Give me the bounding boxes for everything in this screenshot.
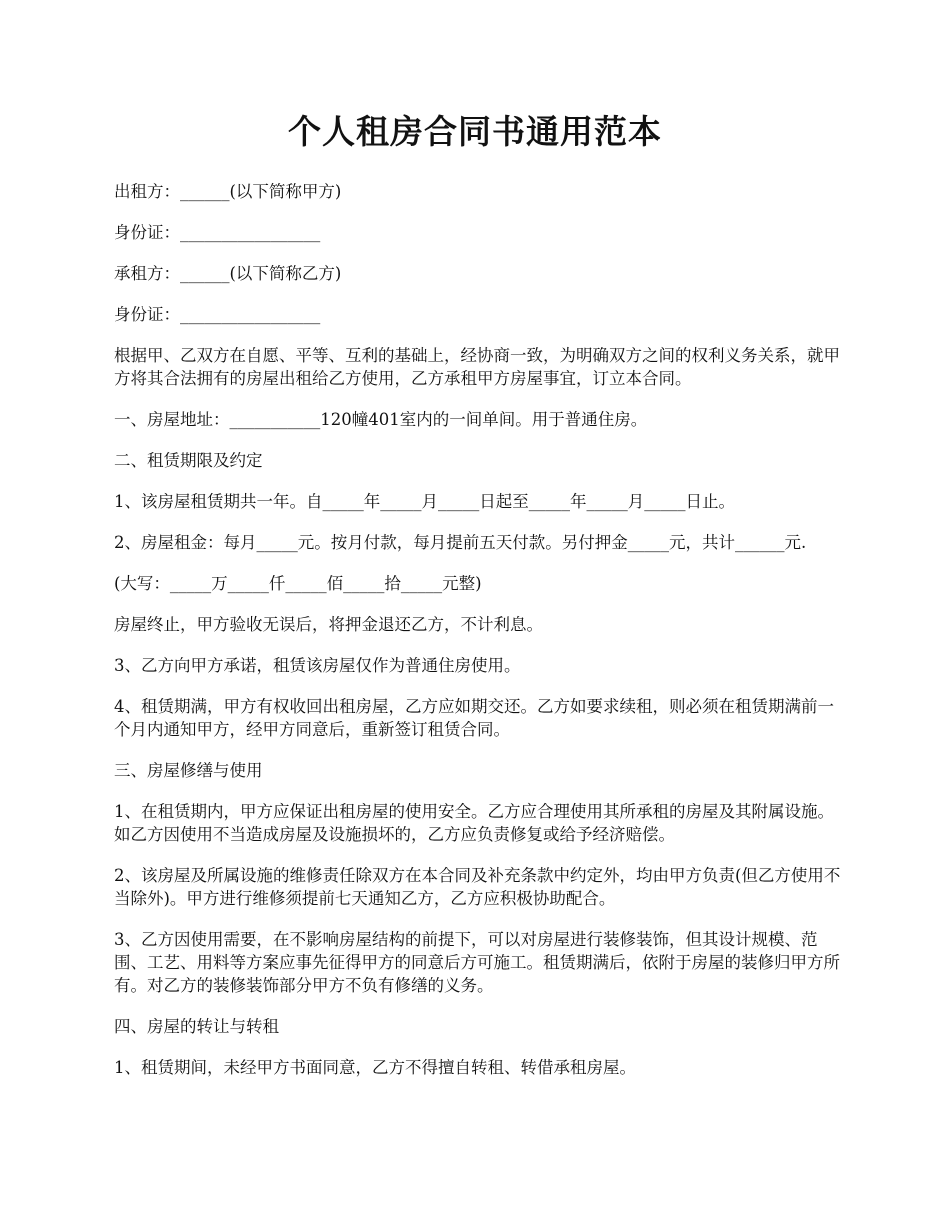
document-title: 个人租房合同书通用范本 xyxy=(288,112,662,151)
clause-2-4: 4、租赁期满，甲方有权收回出租房屋，乙方应如期交还。乙方如要求续租，则必须在租赁期满前一个月内通知甲方，经甲方同意后，重新签订租赁合同。 xyxy=(114,697,834,739)
clause-2-2-deposit: 房屋终止，甲方验收无误后，将押金退还乙方，不计利息。 xyxy=(114,615,543,634)
clause-2-1: 1、该房屋租赁期共一年。自_____年_____月_____日起至_____年_____月_____日止。 xyxy=(114,492,735,511)
document-body xyxy=(114,180,842,1097)
clause-4-1: 1、租赁期间，未经甲方书面同意，乙方不得擅自转租、转借承租房屋。 xyxy=(114,1058,636,1077)
section-2-heading: 二、租赁期限及约定 xyxy=(114,451,263,470)
preamble-paragraph: 根据甲、乙双方在自愿、平等、互利的基础上，经协商一致，为明确双方之间的权利义务关系，就甲方将其合法拥有的房屋出租给乙方使用，乙方承租甲方房屋事宜，订立本合同。 xyxy=(114,346,840,388)
clause-3-2: 2、该房屋及所属设施的维修责任除双方在本合同及补充条款中约定外，均由甲方负责(但乙方使用不当除外)。甲方进行维修须提前七天通知乙方，乙方应积极协助配合。 xyxy=(114,866,841,908)
clause-3-3: 3、乙方因使用需要，在不影响房屋结构的前提下，可以对房屋进行装修装饰，但其设计规模、范围、工艺、用料等方案应事先征得甲方的同意后方可施工。租赁期满后，依附于房屋的装修归甲方所有。对乙方的装修装饰部分甲方不负有修缮的义务。 xyxy=(114,930,840,995)
lessor-id-line: 身份证：_________________ xyxy=(114,223,321,242)
lessee-id-line: 身份证：_________________ xyxy=(114,305,321,324)
clause-2-2-amount: (大写：_____万_____仟_____佰_____拾_____元整) xyxy=(114,574,482,593)
clause-2-3: 3、乙方向甲方承诺，租赁该房屋仅作为普通住房使用。 xyxy=(114,656,521,675)
clause-3-1: 1、在租赁期内，甲方应保证出租房屋的使用安全。乙方应合理使用其所承租的房屋及其附属设施。如乙方因使用不当造成房屋及设施损坏的，乙方应负责修复或给予经济赔偿。 xyxy=(114,802,834,844)
lessee-line: 承租方：______(以下简称乙方) xyxy=(114,264,342,283)
lessor-line: 出租方：______(以下简称甲方) xyxy=(114,182,342,201)
section-3-heading: 三、房屋修缮与使用 xyxy=(114,761,263,780)
clause-2-2: 2、房屋租金：每月_____元。按月付款，每月提前五天付款。另付押金_____元，共计______元. xyxy=(114,533,807,552)
section-1-address: 一、房屋地址：___________120幢401室内的一间单间。用于普通住房。 xyxy=(114,410,648,429)
section-4-heading: 四、房屋的转让与转租 xyxy=(114,1017,279,1036)
